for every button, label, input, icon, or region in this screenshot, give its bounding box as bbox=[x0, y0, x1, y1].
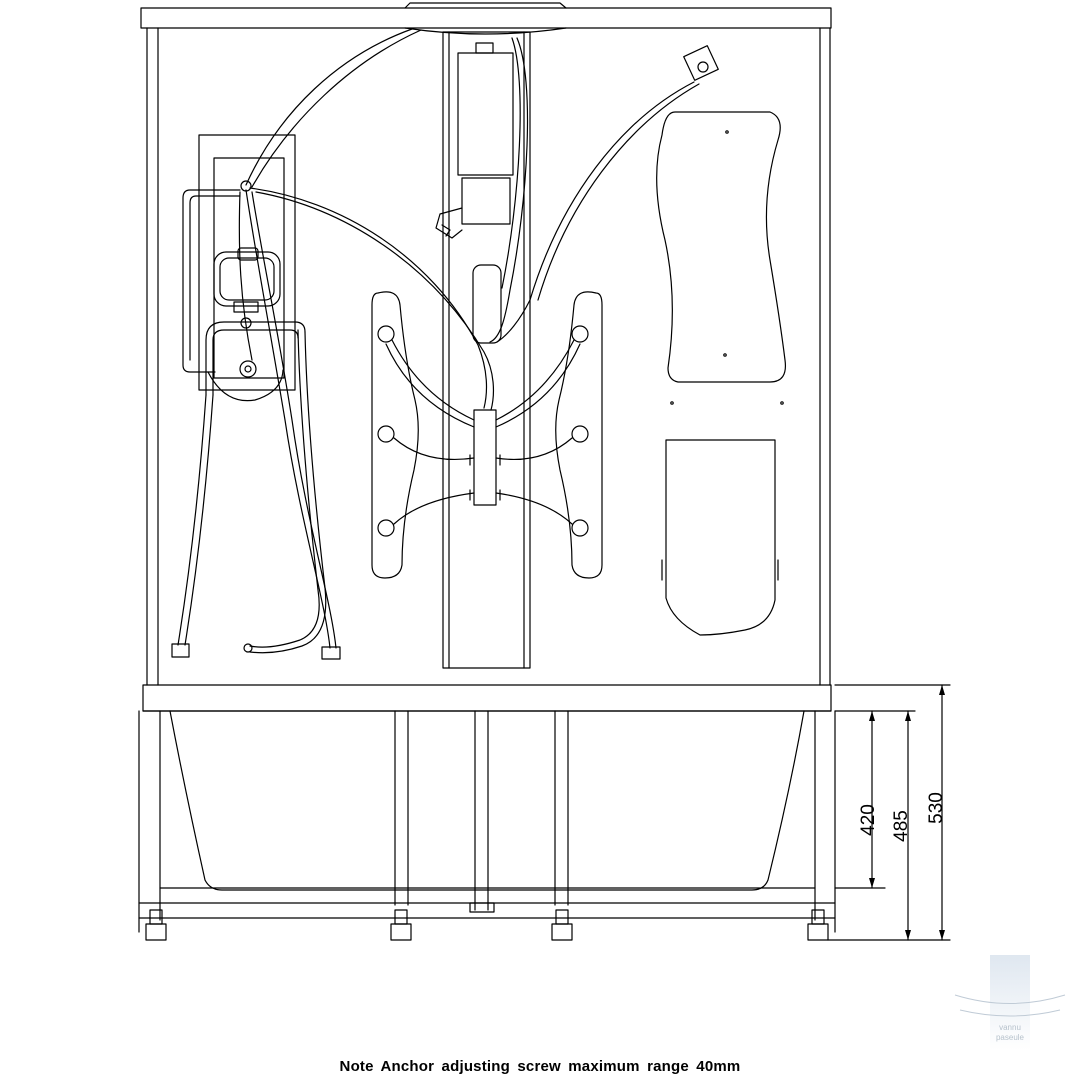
dimension-420: 420 bbox=[858, 804, 879, 836]
installation-note: Note Anchor adjusting screw maximum range 40mm bbox=[339, 1058, 741, 1075]
back-panel bbox=[147, 28, 830, 685]
dimension-485: 485 bbox=[891, 810, 912, 842]
watermark-logo bbox=[955, 955, 1065, 1050]
shower-tray bbox=[139, 685, 835, 932]
roof-cap bbox=[141, 3, 831, 34]
shower-hoses bbox=[246, 29, 718, 410]
watermark-text-1: vannu bbox=[999, 1023, 1021, 1032]
backrest bbox=[657, 112, 786, 404]
adjustable-feet bbox=[146, 910, 828, 940]
mixer-assembly bbox=[172, 135, 340, 659]
dimension-530: 530 bbox=[926, 792, 947, 824]
shelf-seat bbox=[662, 440, 778, 635]
body-jets-panel bbox=[372, 292, 602, 578]
watermark-text-2: paseule bbox=[995, 1033, 1025, 1042]
